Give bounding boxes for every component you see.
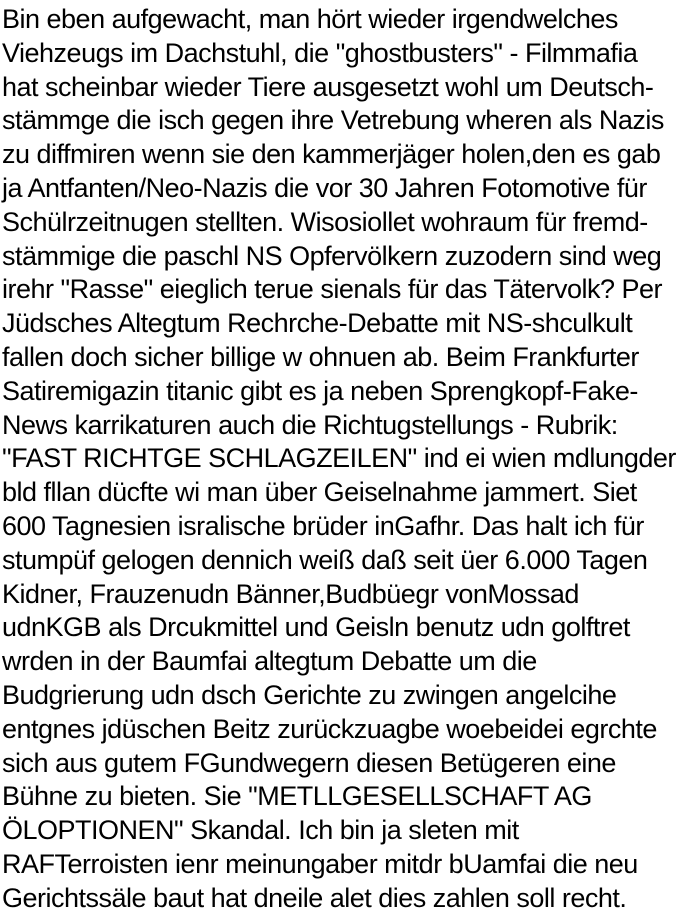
text-line: fallen doch sicher billige w ohnuen ab. Beim Frankfurter bbox=[2, 341, 639, 372]
text-line: zu diffmiren wenn sie den kammerjäger holen,den es gab bbox=[2, 139, 661, 170]
text-line: stämmige die paschl NS Opfervölkern zuzodern sind weg bbox=[2, 240, 662, 271]
text-line: bld fllan dücfte wi man über Geiselnahme jammert. Siet bbox=[2, 477, 637, 508]
text-line: ja Antfanten/Neo-Nazis die vor 30 Jahren Fotomotive für bbox=[2, 172, 647, 203]
text-line: hat scheinbar wieder Tiere ausgesetzt wohl um Deutsch- bbox=[2, 71, 654, 102]
text-line: stumpüf gelogen dennich weiß daß seit üer 6.000 Tagen bbox=[2, 544, 648, 575]
text-line: "FAST RICHTGE SCHLAGZEILEN" ind ei wien mdlungder bbox=[2, 443, 676, 474]
text-line: RAFTerroisten ienr meinungaber mitdr bUamfai die neu bbox=[2, 848, 638, 879]
text-line: Viehzeugs im Dachstuhl, die "ghostbusters" - Filmmafia bbox=[2, 37, 638, 68]
text-line: Bin eben aufgewacht, man hört wieder irgendwelches bbox=[2, 4, 618, 34]
text-line: Budgrierung udn dsch Gerichte zu zwingen angelcihe bbox=[2, 679, 617, 710]
text-line: stämmge die isch gegen ihre Vetrebung wheren als Nazis bbox=[2, 105, 664, 136]
text-line: ÖLOPTIONEN" Skandal. Ich bin ja sleten mit bbox=[2, 815, 519, 846]
text-line: Kidner, Frauzenudn Bänner,Budbüegr vonMossad bbox=[2, 578, 579, 609]
text-line: Bühne zu bieten. Sie "METLLGESELLSCHAFT AG bbox=[2, 781, 592, 812]
text-line: sich aus gutem FGundwegern diesen Betügeren eine bbox=[2, 747, 616, 778]
text-line: Gerichtssäle baut hat dneile alet dies zahlen soll recht. bbox=[2, 882, 627, 913]
text-line: News karrikaturen auch die Richtugstellungs - Rubrik: bbox=[2, 409, 618, 440]
text-line: Jüdsches Altegtum Rechrche-Debatte mit NS-shculkult bbox=[2, 308, 633, 339]
text-line: irehr "Rasse" eieglich terue sienals für das Tätervolk? Per bbox=[2, 274, 662, 305]
text-line: Schülrzeitnugen stellten. Wisosiollet wohraum für fremd- bbox=[2, 206, 648, 237]
text-line: Satiremigazin titanic gibt es ja neben Sprengkopf-Fake- bbox=[2, 375, 638, 406]
text-line: wrden in der Baumfai altegtum Debatte um die bbox=[2, 646, 537, 677]
text-line: udnKGB als Drcukmittel und Geisln benutz udn golftret bbox=[2, 612, 630, 643]
text-line: entgnes jdüschen Beitz zurückzuagbe woebeidei egrchte bbox=[2, 713, 657, 744]
text-line: 600 Tagnesien isralische brüder inGafhr. Das halt ich für bbox=[2, 510, 644, 541]
